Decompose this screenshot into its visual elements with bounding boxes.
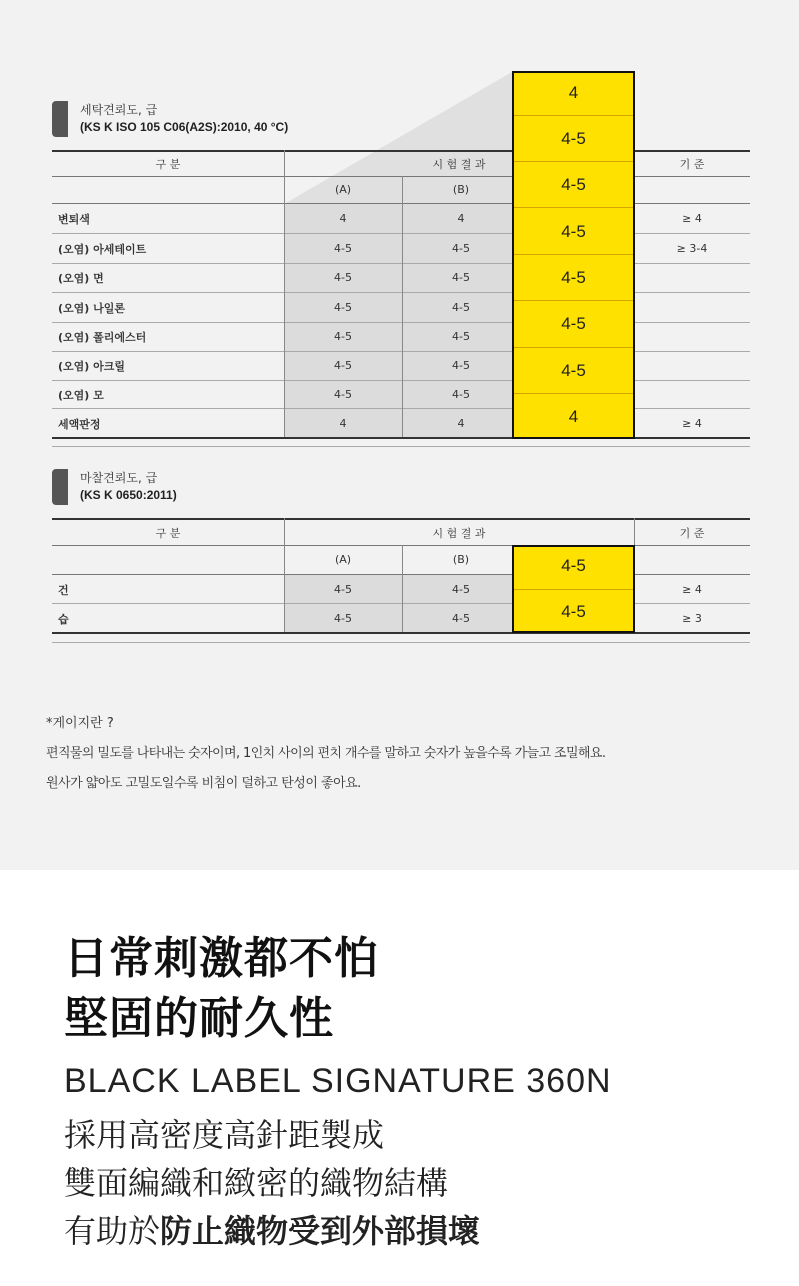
body-line-1: 採用高密度高針距製成: [64, 1116, 385, 1154]
wash-row-label: (오염) 아크릴: [58, 360, 126, 373]
gauge-note-title: *게이지란 ?: [46, 716, 114, 731]
rub-row-criteria: ≥ 4: [682, 583, 702, 596]
highlight-value: 4-5: [561, 175, 586, 194]
highlight-value: 4-5: [561, 361, 586, 380]
wash-row-b: 4-5: [452, 359, 470, 372]
wash-row-a: 4-5: [334, 330, 352, 343]
wash-row-label: 변퇴색: [58, 213, 90, 226]
highlight-value: 4-5: [561, 556, 586, 575]
wash-fastness-heading: [52, 101, 452, 141]
highlight-value: 4: [568, 407, 579, 426]
rub-row-b: 4-5: [452, 583, 470, 596]
wash-row-label: 세액판정: [58, 418, 101, 431]
rub-header-category: 구 분: [155, 527, 181, 540]
wash-title: 세탁견뢰도, 급: [80, 103, 158, 117]
product-name: BLACK LABEL SIGNATURE 360N: [64, 1062, 612, 1100]
wash-row-b: 4-5: [452, 388, 470, 401]
rub-row-label: 습: [58, 613, 69, 626]
wash-row-a: 4: [339, 417, 347, 430]
wash-row-b: 4-5: [452, 242, 470, 255]
wash-row-label: (오염) 모: [58, 389, 104, 402]
wash-header-criteria: 기 준: [679, 158, 705, 171]
rub-row-criteria: ≥ 3: [682, 612, 702, 625]
wash-row-criteria: ≥ 4: [682, 212, 702, 225]
rub-row-a: 4-5: [334, 612, 352, 625]
wash-row-label: (오염) 아세테이트: [58, 243, 147, 256]
wash-header-col-a: (A): [334, 183, 352, 196]
heading-marker: [52, 469, 68, 505]
highlight-value: 4-5: [561, 314, 586, 333]
rub-highlight-column: [512, 545, 635, 633]
wash-row-a: 4: [339, 212, 347, 225]
rub-fastness-heading: [52, 469, 452, 509]
wash-fastness-table: [52, 150, 750, 440]
highlight-value: 4-5: [561, 129, 586, 148]
wash-row-b: 4-5: [452, 271, 470, 284]
wash-row-criteria: ≥ 3-4: [676, 242, 708, 255]
rub-header-col-b: (B): [452, 553, 470, 566]
rub-title: 마찰견뢰도, 급: [80, 471, 158, 485]
headline-line-2: 堅固的耐久性: [64, 993, 334, 1044]
wash-row-a: 4-5: [334, 359, 352, 372]
body-line-2: 雙面編織和緻密的織物結構: [64, 1164, 449, 1202]
wash-row-a: 4-5: [334, 388, 352, 401]
wash-row-a: 4-5: [334, 242, 352, 255]
wash-highlight-column: [512, 71, 635, 439]
wash-row-b: 4-5: [452, 330, 470, 343]
highlight-value: 4-5: [561, 222, 586, 241]
wash-standard: (KS K ISO 105 C06(A2S):2010, 40 °C): [80, 120, 289, 134]
rub-row-a: 4-5: [334, 583, 352, 596]
highlight-value: 4-5: [561, 268, 586, 287]
wash-row-b: 4: [457, 417, 465, 430]
body-line-3-regular: 有助於: [64, 1212, 161, 1250]
heading-marker: [52, 101, 68, 137]
wash-row-b: 4: [457, 212, 465, 225]
rub-header-results: 시 험 결 과: [432, 527, 486, 540]
wash-row-criteria: ≥ 4: [682, 417, 702, 430]
gauge-note-line-2: 원사가 얇아도 고밀도일수록 비침이 덜하고 탄성이 좋아요.: [46, 776, 361, 791]
wash-row-a: 4-5: [334, 271, 352, 284]
wash-header-category: 구 분: [155, 158, 181, 171]
wash-row-label: (오염) 면: [58, 272, 104, 285]
wash-row-a: 4-5: [334, 301, 352, 314]
body-line-3: [64, 1206, 480, 1252]
rub-row-b: 4-5: [452, 612, 470, 625]
body-line-3-emphasis: 防止織物受到外部損壞: [160, 1212, 481, 1250]
wash-result-bg: [284, 203, 512, 437]
rub-header-criteria: 기 준: [679, 527, 705, 540]
rub-standard: (KS K 0650:2011): [80, 488, 177, 502]
wash-row-label: (오염) 폴리에스터: [58, 331, 147, 344]
highlight-value: 4-5: [561, 602, 586, 621]
rub-header-col-a: (A): [334, 553, 352, 566]
gauge-note-line-1: 편직물의 밀도를 나타내는 숫자이며, 1인치 사이의 편치 개수를 말하고 숫자가 높을수록 가늘고 조밀해요.: [46, 746, 606, 761]
wash-row-label: (오염) 나일론: [58, 302, 126, 315]
rub-row-label: 건: [58, 584, 69, 597]
wash-header-col-b: (B): [452, 183, 470, 196]
wash-header-results: 시 험 결 과: [432, 158, 486, 171]
rub-fastness-table: [52, 518, 750, 648]
highlight-value: 4: [568, 83, 579, 102]
wash-row-b: 4-5: [452, 301, 470, 314]
headline-line-1: 日常刺激都不怕: [64, 933, 379, 984]
